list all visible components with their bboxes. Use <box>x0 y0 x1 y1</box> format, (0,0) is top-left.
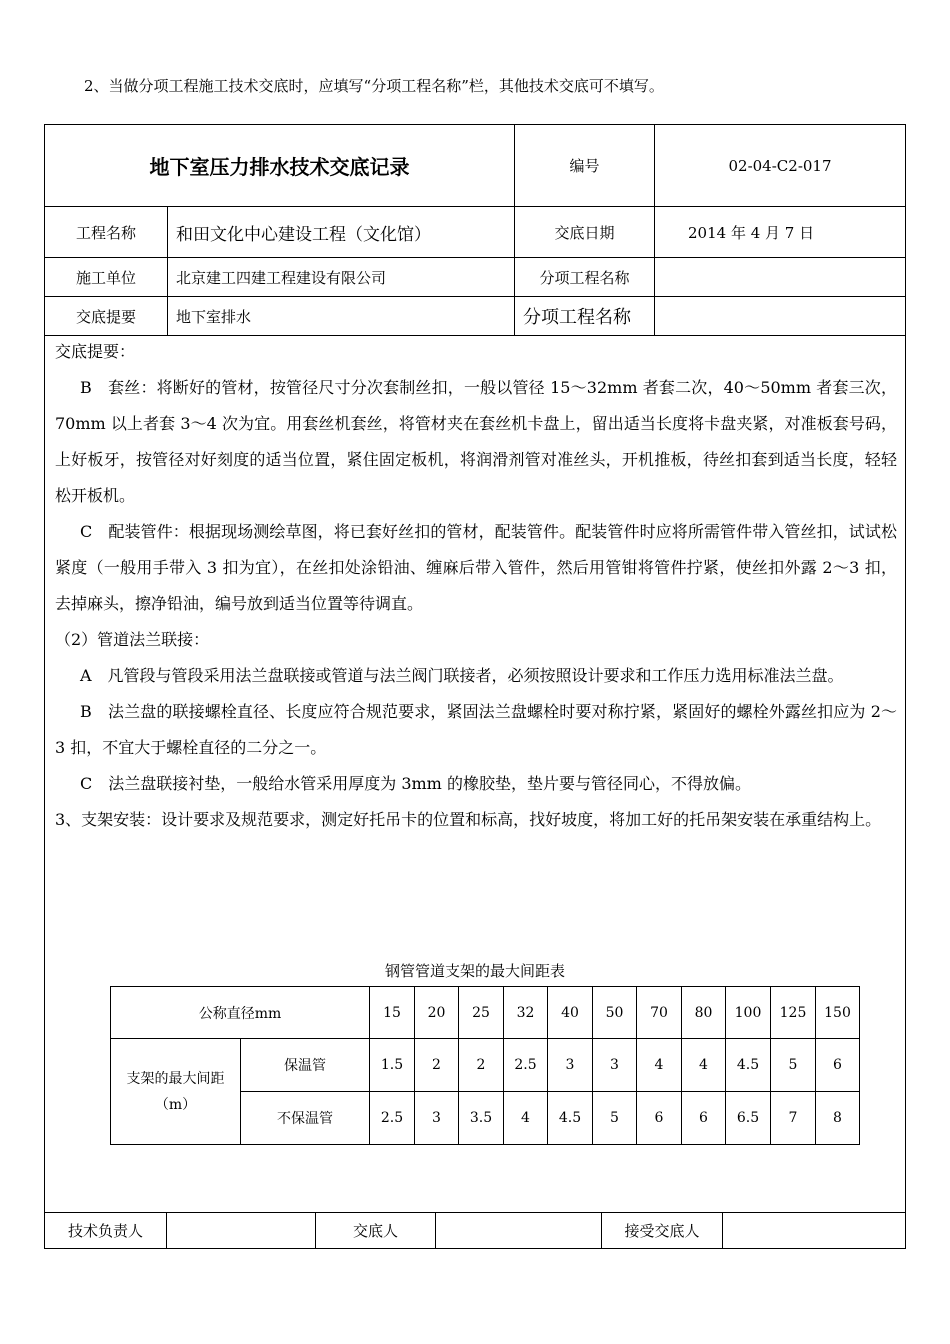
spacing-cell: 3.5 <box>459 1092 504 1145</box>
spacing-cell: 2.5 <box>504 1039 548 1092</box>
content-heading: 交底提要： <box>55 342 136 361</box>
discloser-label: 交底人 <box>352 1222 398 1240</box>
spacing-cell: 6 <box>682 1092 726 1145</box>
tech-lead-label: 技术负责人 <box>67 1222 143 1240</box>
paragraph-flange-a: A 凡管段与管段采用法兰盘联接或管道与法兰阀门联接者，必须按照设计要求和工作压力选用标准法兰盘。 <box>80 666 844 685</box>
disclosure-date-value: 2014 年 4 月 7 日 <box>688 223 815 242</box>
row-label: 不保温管 <box>241 1092 370 1145</box>
spacing-cell: 2 <box>459 1039 504 1092</box>
number-label: 编号 <box>569 157 600 175</box>
spacing-cell: 3 <box>548 1039 593 1092</box>
diameter-cell: 20 <box>415 987 459 1039</box>
number-value: 02-04-C2-017 <box>728 156 832 175</box>
spacing-cell: 5 <box>771 1039 816 1092</box>
divider <box>435 1212 436 1249</box>
spacing-cell: 6.5 <box>726 1092 771 1145</box>
max-spacing-label: 支架的最大间距（m） <box>111 1039 241 1145</box>
insulated-row <box>111 1039 860 1092</box>
project-name-label: 工程名称 <box>75 223 136 242</box>
diameter-header: 公称直径mm <box>111 987 370 1039</box>
diameter-cell: 15 <box>370 987 415 1039</box>
paragraph-support-install: 3、支架安装：设计要求及规范要求，测定好托吊卡的位置和标高，找好坡度，将加工好的托吊架安装在承重结构上。 <box>55 810 882 829</box>
form-instruction-note: 2、当做分项工程施工技术交底时，应填写“分项工程名称”栏，其他技术交底可不填写。 <box>84 77 664 95</box>
spacing-cell: 4.5 <box>548 1092 593 1145</box>
paragraph-flange-b: B 法兰盘的联接螺栓直径、长度应符合规范要求，紧固法兰盘螺栓时要对称拧紧，紧固好的螺栓外露丝扣应为 2～3 扣，不宜大于螺栓直径的二分之一。 <box>55 702 897 757</box>
divider <box>166 1212 167 1249</box>
divider <box>722 1212 723 1249</box>
construction-unit-value: 北京建工四建工程建设有限公司 <box>176 268 387 287</box>
paragraph-fittings: C 配装管件：根据现场测绘草图，将已套好丝扣的管材，配装管件。配装管件时应将所需管件带入管丝扣，试试松紧度（一般用手带入 3 扣为宜），在丝扣处涂铅油、缠麻后带入管件，然后用管钳将管件拧紧，使丝扣外露 2～3 扣，去掉麻头，擦净铅油，编号放到适当位置等待调直。 <box>55 522 897 613</box>
support-spacing-table <box>110 986 860 1145</box>
spacing-cell: 6 <box>816 1039 860 1092</box>
discloser-signature <box>441 1213 596 1248</box>
diameter-cell: 40 <box>548 987 593 1039</box>
tech-lead-signature <box>171 1213 311 1248</box>
spacing-cell: 4.5 <box>726 1039 771 1092</box>
spacing-cell: 4 <box>504 1092 548 1145</box>
spacing-cell: 4 <box>637 1039 682 1092</box>
diameter-cell: 50 <box>593 987 637 1039</box>
summary-label: 交底提要 <box>75 307 136 326</box>
disclosure-date-label: 交底日期 <box>554 223 615 242</box>
spacing-cell: 3 <box>593 1039 637 1092</box>
spacing-cell: 4 <box>682 1039 726 1092</box>
paragraph-flange-heading: （2）管道法兰联接： <box>55 630 210 649</box>
spacing-cell: 6 <box>637 1092 682 1145</box>
spacing-cell: 2 <box>415 1039 459 1092</box>
disclosure-content <box>55 334 897 838</box>
diameter-cell: 150 <box>816 987 860 1039</box>
project-name-value: 和田文化中心建设工程（文化馆） <box>176 224 431 245</box>
spacing-cell: 8 <box>816 1092 860 1145</box>
diameter-cell: 32 <box>504 987 548 1039</box>
paragraph-flange-c: C 法兰盘联接衬垫，一般给水管采用厚度为 3mm 的橡胶垫，垫片要与管径同心，不得放偏。 <box>80 774 751 793</box>
spacing-cell: 1.5 <box>370 1039 415 1092</box>
diameter-row <box>111 987 860 1039</box>
diameter-cell: 100 <box>726 987 771 1039</box>
subproject-name-value <box>660 297 900 335</box>
diameter-cell: 125 <box>771 987 816 1039</box>
form-title: 地下室压力排水技术交底记录 <box>149 155 410 179</box>
receiver-label: 接受交底人 <box>624 1222 700 1240</box>
spacing-table-caption: 钢管管道支架的最大间距表 <box>384 962 565 980</box>
divider <box>167 206 168 335</box>
spacing-cell: 5 <box>593 1092 637 1145</box>
spacing-cell: 3 <box>415 1092 459 1145</box>
summary-value: 地下室排水 <box>176 307 252 326</box>
spacing-cell: 2.5 <box>370 1092 415 1145</box>
subproject-name-value <box>660 258 900 296</box>
diameter-cell: 80 <box>682 987 726 1039</box>
construction-unit-label: 施工单位 <box>75 268 136 287</box>
subproject-name-label: 分项工程名称 <box>539 268 630 287</box>
spacing-cell: 7 <box>771 1092 816 1145</box>
receiver-signature <box>728 1213 898 1248</box>
subproject-name-label: 分项工程名称 <box>523 307 631 328</box>
row-label: 保温管 <box>241 1039 370 1092</box>
paragraph-threading: B 套丝：将断好的管材，按管径尺寸分次套制丝扣，一般以管径 15～32mm 者套二次，40～50mm 者套三次，70mm 以上者套 3～4 次为宜。用套丝机套丝，将管材夹在套丝机卡盘上，留出适当长度将卡盘夹紧，对准板套号码，上好板牙，按管径对好刻度的适当位置，紧住固定板机，将润滑剂管对准丝头，开机推板，待丝扣套到适当长度，轻轻松开板机。 <box>55 378 897 505</box>
diameter-cell: 70 <box>637 987 682 1039</box>
diameter-cell: 25 <box>459 987 504 1039</box>
